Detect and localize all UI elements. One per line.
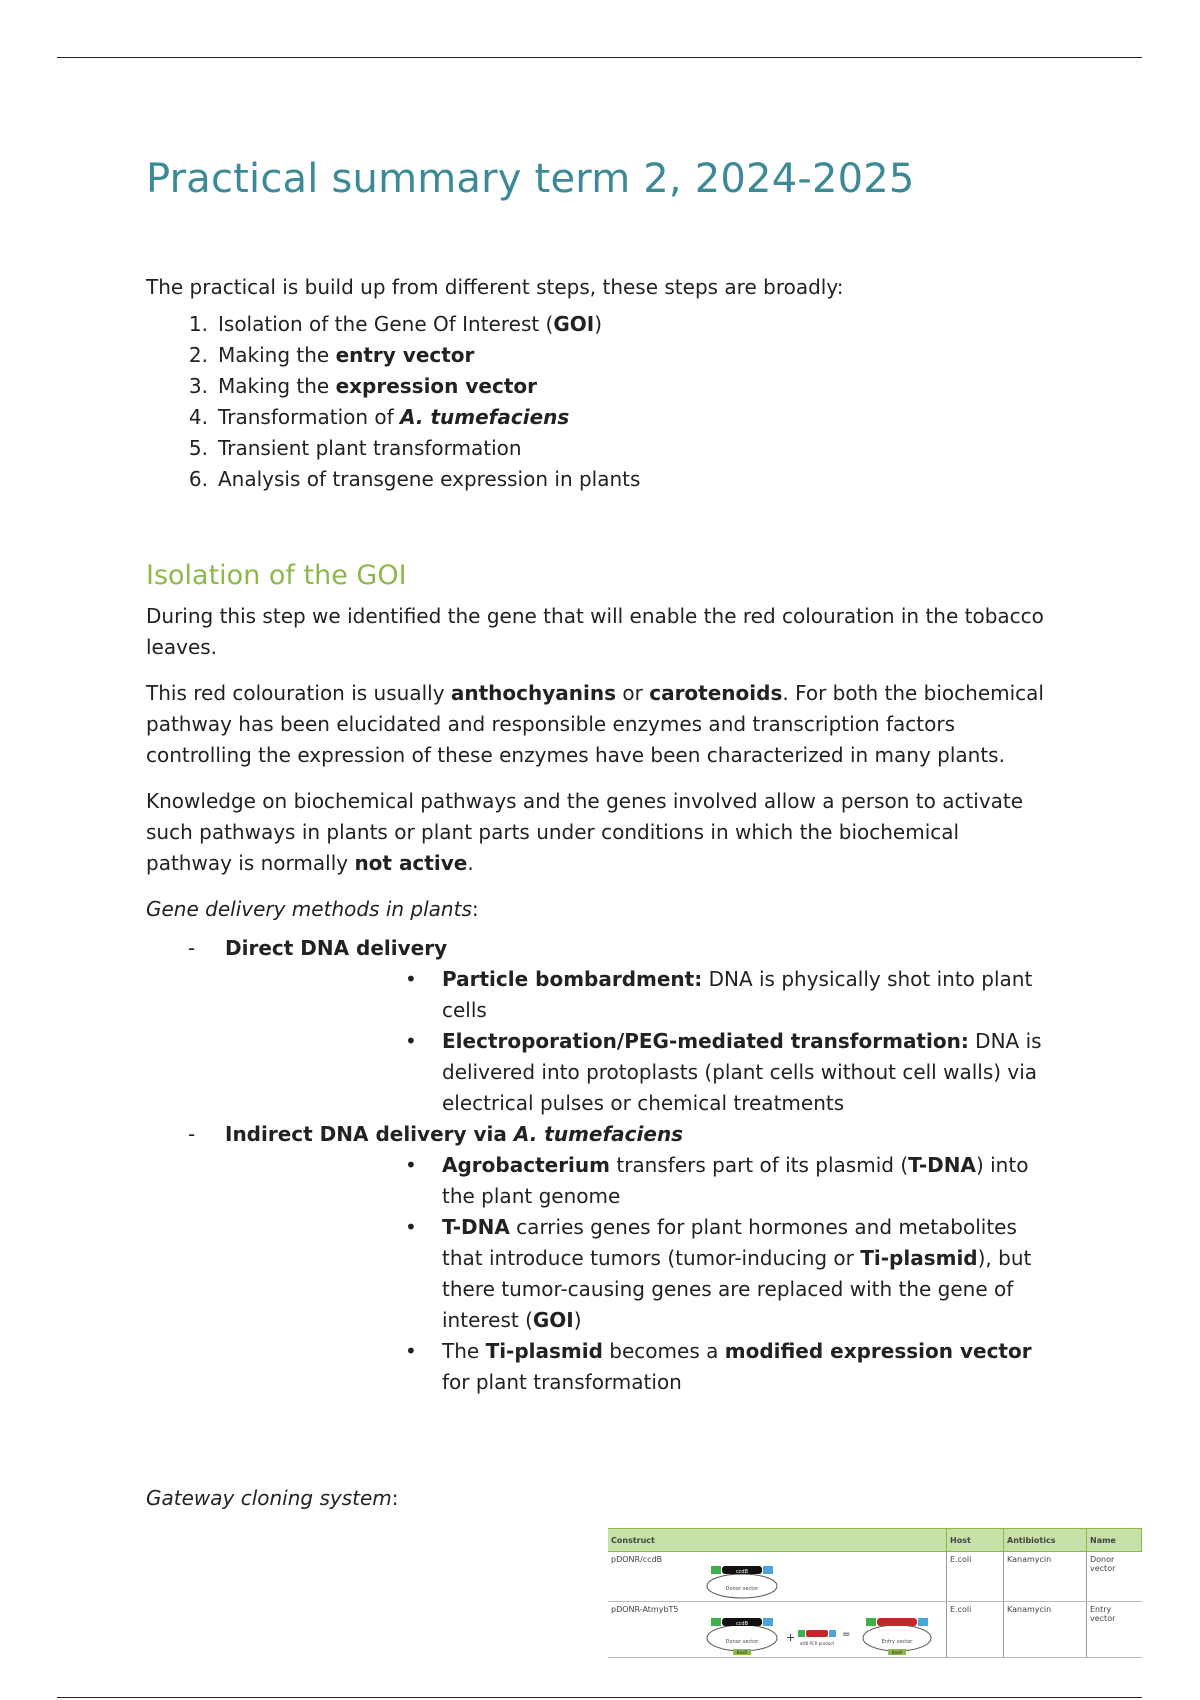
steps-list	[146, 309, 1046, 495]
list-item: 5. Transient plant transformation	[188, 436, 522, 460]
list-item: 1. Isolation of the Gene Of Interest (GOI)	[188, 312, 603, 336]
bullet-marker: •	[405, 1029, 417, 1053]
svg-text:=: =	[842, 1629, 851, 1640]
bullet-marker: •	[405, 1339, 417, 1363]
antibiotics-cell: Kanamycin	[1004, 1552, 1087, 1602]
gateway-label: Gateway cloning system:	[146, 1486, 399, 1510]
list-item: 3. Making the expression vector	[188, 374, 537, 398]
svg-text:+: +	[786, 1631, 796, 1644]
svg-text:Entry vector: Entry vector	[881, 1639, 913, 1645]
att-site-right	[829, 1630, 836, 1637]
table-header-row	[608, 1529, 1142, 1552]
att-site-right	[918, 1618, 928, 1626]
list-item: - Direct DNA delivery • Particle bombardment: DNA is physically shot into plant cells • Electroporation/PEG-mediated transformation: DNA is delivered into protoplasts (plant cells without cell walls) via electrical pulses or chemical treatments	[146, 933, 1046, 1119]
column-header: Construct	[608, 1529, 947, 1552]
gateway-table	[608, 1528, 1142, 1658]
entry-vector-diagram	[608, 1602, 938, 1658]
list-item: 4. Transformation of A. tumefaciens	[188, 405, 570, 429]
donor-plasmid-ring	[707, 1625, 777, 1651]
list-item: • T-DNA carries genes for plant hormones and metabolites that introduce tumors (tumor-inducing or Ti-plasmid), but there tumor-causing genes are replaced with the gene of interest (GOI)	[225, 1212, 1046, 1336]
donor-vector-diagram	[608, 1552, 938, 1602]
svg-text:KanR: KanR	[736, 1650, 748, 1655]
paragraph-pathways: Knowledge on biochemical pathways and the genes involved allow a person to activate such pathways in plants or plant parts under conditions in which the biochemical pathway is normally not active.	[146, 789, 1024, 875]
dash-marker: -	[188, 1122, 196, 1146]
table-row	[608, 1602, 1142, 1658]
header-rule	[57, 57, 1142, 58]
att-site-left	[798, 1630, 805, 1637]
paragraph-red-colouration: During this step we identified the gene that will enable the red colouration in the tobacco leaves.	[146, 604, 1044, 659]
column-header: Antibiotics	[1004, 1529, 1087, 1552]
section-heading-isolation: Isolation of the GOI	[146, 560, 407, 591]
insert-block	[877, 1618, 917, 1626]
delivery-methods-list	[146, 933, 1046, 1398]
document-body	[146, 272, 1046, 1398]
list-item: 6. Analysis of transgene expression in plants	[188, 467, 641, 491]
column-header: Host	[947, 1529, 1004, 1552]
list-item: • Electroporation/PEG-mediated transformation: DNA is delivered into protoplasts (plant cells without cell walls) via electrical pulses or chemical treatments	[225, 1026, 1046, 1119]
page-title: Practical summary term 2, 2024-2025	[146, 156, 915, 202]
att-site-right	[763, 1618, 773, 1626]
list-item: - Indirect DNA delivery via A. tumefaciens • Agrobacterium transfers part of its plasmid (T-DNA) into the plant genome • T-DNA carries genes for plant hormones and metabolites that introduce tumors (tumor-inducing or Ti-plasmid), but there tumor-causing genes are replaced with the gene of interest (GOI) • The Ti-plasmid becomes a modified expression vector for plant transformation	[146, 1119, 1046, 1398]
list-item: • Agrobacterium transfers part of its plasmid (T-DNA) into the plant genome	[225, 1150, 1046, 1212]
dash-marker: -	[188, 936, 196, 960]
construct-cell: pDONR/ccdB ccdB Donor vector	[608, 1552, 947, 1602]
construct-cell: pDONR-AtmybT5 ccdB Donor vector KanR + attB PCR product = Entry vector KanR	[608, 1602, 947, 1658]
att-site-left	[711, 1618, 721, 1626]
list-item: • Particle bombardment: DNA is physically shot into plant cells	[225, 964, 1046, 1026]
svg-text:ccdB: ccdB	[735, 1621, 749, 1627]
svg-text:Donor vector: Donor vector	[725, 1586, 759, 1592]
svg-text:ccdB: ccdB	[735, 1569, 749, 1575]
att-site-left	[866, 1618, 876, 1626]
footer-rule	[57, 1697, 1142, 1698]
name-cell: Entry vector	[1087, 1602, 1142, 1658]
svg-text:KanR: KanR	[891, 1650, 903, 1655]
bullet-marker: •	[405, 967, 417, 991]
att-site-left	[711, 1566, 721, 1574]
name-cell: Donor vector	[1087, 1552, 1142, 1602]
table-row	[608, 1552, 1142, 1602]
antibiotics-cell: Kanamycin	[1004, 1602, 1087, 1658]
svg-text:attB PCR product: attB PCR product	[799, 1641, 835, 1646]
list-item: 2. Making the entry vector	[188, 343, 475, 367]
att-site-right	[763, 1566, 773, 1574]
methods-label: Gene delivery methods in plants:	[146, 897, 479, 921]
host-cell: E.coli	[947, 1552, 1004, 1602]
insert-block	[806, 1630, 828, 1637]
svg-text:Donor vector: Donor vector	[725, 1639, 759, 1645]
bullet-marker: •	[405, 1215, 417, 1239]
paragraph-pigments: This red colouration is usually anthochyanins or carotenoids. For both the biochemical pathway has been elucidated and responsible enzymes and transcription factors controlling the expression of these enzymes have been characterized in many plants.	[146, 681, 1044, 767]
bullet-marker: •	[405, 1153, 417, 1177]
entry-plasmid-ring	[863, 1625, 931, 1651]
host-cell: E.coli	[947, 1602, 1004, 1658]
list-item: • The Ti-plasmid becomes a modified expression vector for plant transformation	[225, 1336, 1046, 1398]
intro-paragraph: The practical is build up from different steps, these steps are broadly:	[146, 275, 844, 299]
column-header: Name	[1087, 1529, 1142, 1552]
